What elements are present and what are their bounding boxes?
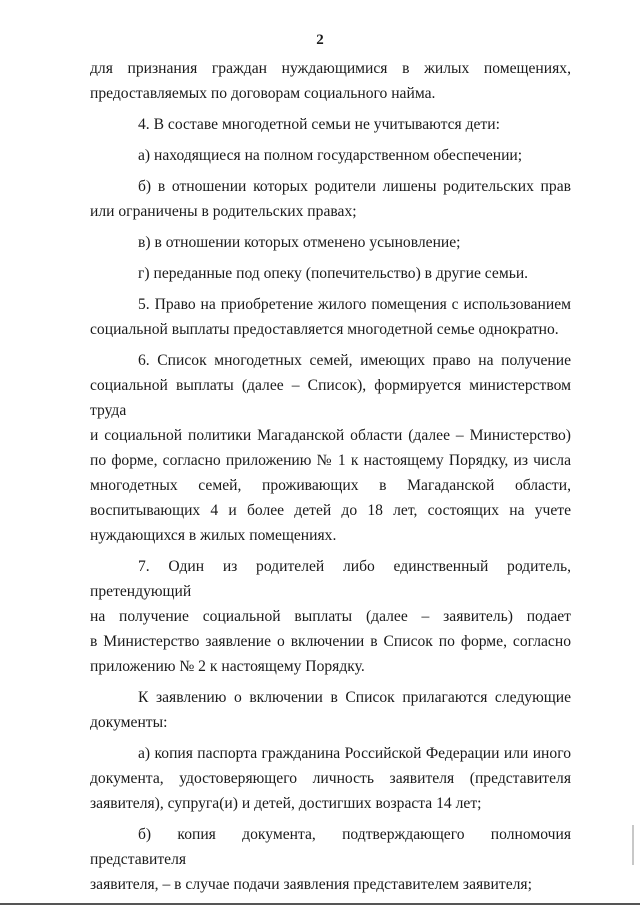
paragraph: [90, 174, 571, 224]
paragraph: [90, 230, 571, 255]
text-line: документа, удостоверяющего личность заявителя (представителя: [90, 770, 571, 787]
scan-edge-mark: [632, 825, 634, 865]
text-line: предоставляемых по договорам социального найма.: [90, 85, 436, 102]
text-line: 4. В составе многодетной семьи не учитываются дети:: [138, 116, 500, 133]
text-line: б) в отношении которых родители лишены родительских прав: [138, 178, 571, 195]
text-line: б) копия документа, подтверждающего полномочия представителя: [90, 826, 571, 868]
paragraph: [90, 348, 571, 548]
text-line: заявителя, – в случае подачи заявления представителем заявителя;: [90, 876, 532, 893]
paragraph: [90, 554, 571, 679]
text-line: К заявлению о включении в Список прилагаются следующие: [138, 689, 571, 706]
paragraph: [90, 292, 571, 342]
paragraph: [90, 741, 571, 816]
text-line: в) в отношении которых отменено усыновление;: [138, 234, 461, 251]
text-line: и социальной политики Магаданской области (далее – Министерство): [90, 427, 571, 444]
text-line: а) находящиеся на полном государственном обеспечении;: [138, 147, 523, 164]
text-line: нуждающихся в жилых помещениях.: [90, 527, 337, 544]
text-line: или ограничены в родительских правах;: [90, 203, 357, 220]
text-line: многодетных семей, проживающих в Магаданской области,: [90, 477, 571, 494]
paragraph: [90, 112, 571, 137]
text-line: 6. Список многодетных семей, имеющих право на получение: [138, 352, 571, 369]
text-line: социальной выплаты предоставляется многодетной семье однократно.: [90, 321, 559, 338]
text-line: на получение социальной выплаты (далее – заявитель) подает: [90, 608, 571, 625]
page-number: 2: [316, 32, 324, 48]
text-line: для признания граждан нуждающимися в жилых помещениях,: [90, 60, 571, 77]
text-line: документы:: [90, 714, 168, 731]
text-line: а) копия паспорта гражданина Российской Федерации или иного: [138, 745, 571, 762]
paragraph: [90, 685, 571, 735]
text-line: приложению № 2 к настоящему Порядку.: [90, 658, 365, 675]
paragraph: [90, 143, 571, 168]
paragraph: [90, 56, 571, 106]
text-line: социальной выплаты (далее – Список), формируется министерством труда: [90, 377, 571, 419]
paragraph: [90, 261, 571, 286]
text-line: 7. Один из родителей либо единственный родитель, претендующий: [90, 558, 571, 600]
text-line: заявителя), супруга(и) и детей, достигших возраста 14 лет;: [90, 795, 482, 812]
text-line: воспитывающих 4 и более детей до 18 лет, состоящих на учете: [90, 502, 571, 519]
text-line: 5. Право на приобретение жилого помещения с использованием: [138, 296, 571, 313]
text-line: в Министерство заявление о включении в Список по форме, согласно: [90, 633, 571, 650]
paragraph: [90, 822, 571, 897]
document-body: [90, 56, 571, 903]
text-line: г) переданные под опеку (попечительство) в другие семьи.: [138, 265, 529, 282]
text-line: по форме, согласно приложению № 1 к настоящему Порядку, из числа: [90, 452, 571, 469]
